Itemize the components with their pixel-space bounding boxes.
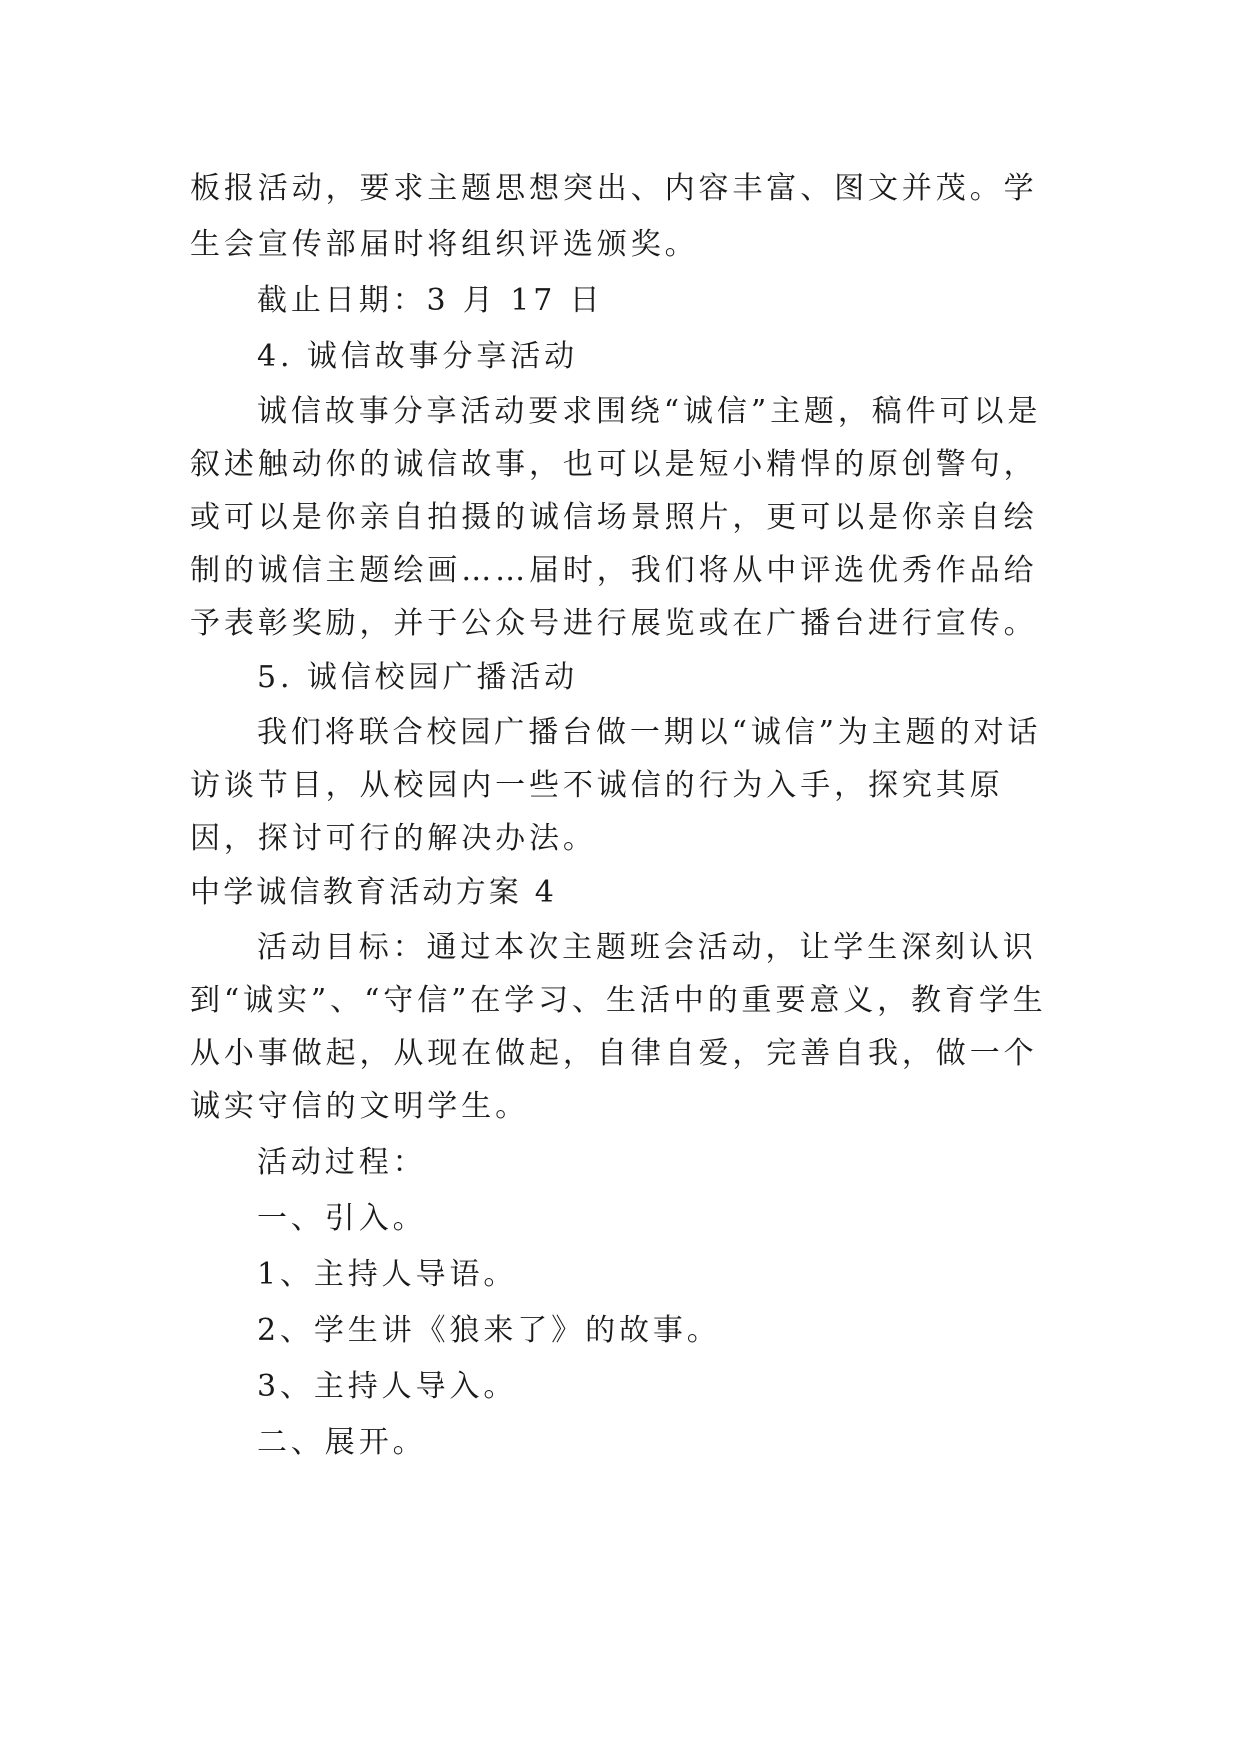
paragraph-step-develop: 二、展开。 (257, 1425, 427, 1460)
paragraph-section-5-title: 5. 诚信校园广播活动 (257, 660, 579, 695)
paragraph-story-sharing: 诚信故事分享活动要求围绕“诚信”主题，稿件可以是叙述触动你的诚信故事，也可以是短小精悍的原创警句，或可以是你亲自拍摄的诚信场景照片，更可以是你亲自绘制的诚信主题绘画……届时，我们将从中评选优秀作品给予表彰奖励，并于公众号进行展览或在广播台进行宣传。 (190, 394, 1042, 641)
document-body (190, 161, 1060, 1471)
paragraph-deadline: 截止日期：3 月 17 日 (257, 283, 604, 318)
paragraph-host-lead-in: 3、主持人导入。 (257, 1369, 518, 1404)
paragraph-activity-process: 活动过程： (257, 1145, 427, 1180)
paragraph-blackboard-activity: 板报活动，要求主题思想突出、内容丰富、图文并茂。学生会宣传部届时将组织评选颁奖。 (190, 171, 1038, 262)
paragraph-activity-goal: 活动目标：通过本次主题班会活动，让学生深刻认识到“诚实”、“守信”在学习、生活中的重要意义，教育学生从小事做起，从现在做起，自律自爱，完善自我，做一个诚实守信的文明学生。 (190, 930, 1047, 1124)
paragraph-step-introduction: 一、引入。 (257, 1201, 427, 1236)
paragraph-wolf-story: 2、学生讲《狼来了》的故事。 (257, 1313, 721, 1348)
paragraph-host-intro: 1、主持人导语。 (257, 1257, 518, 1292)
plan-heading: 中学诚信教育活动方案 4 (190, 875, 558, 910)
paragraph-section-4-title: 4. 诚信故事分享活动 (257, 339, 579, 374)
paragraph-campus-broadcast: 我们将联合校园广播台做一期以“诚信”为主题的对话访谈节目，从校园内一些不诚信的行为入手，探究其原因，探讨可行的解决办法。 (190, 715, 1042, 856)
